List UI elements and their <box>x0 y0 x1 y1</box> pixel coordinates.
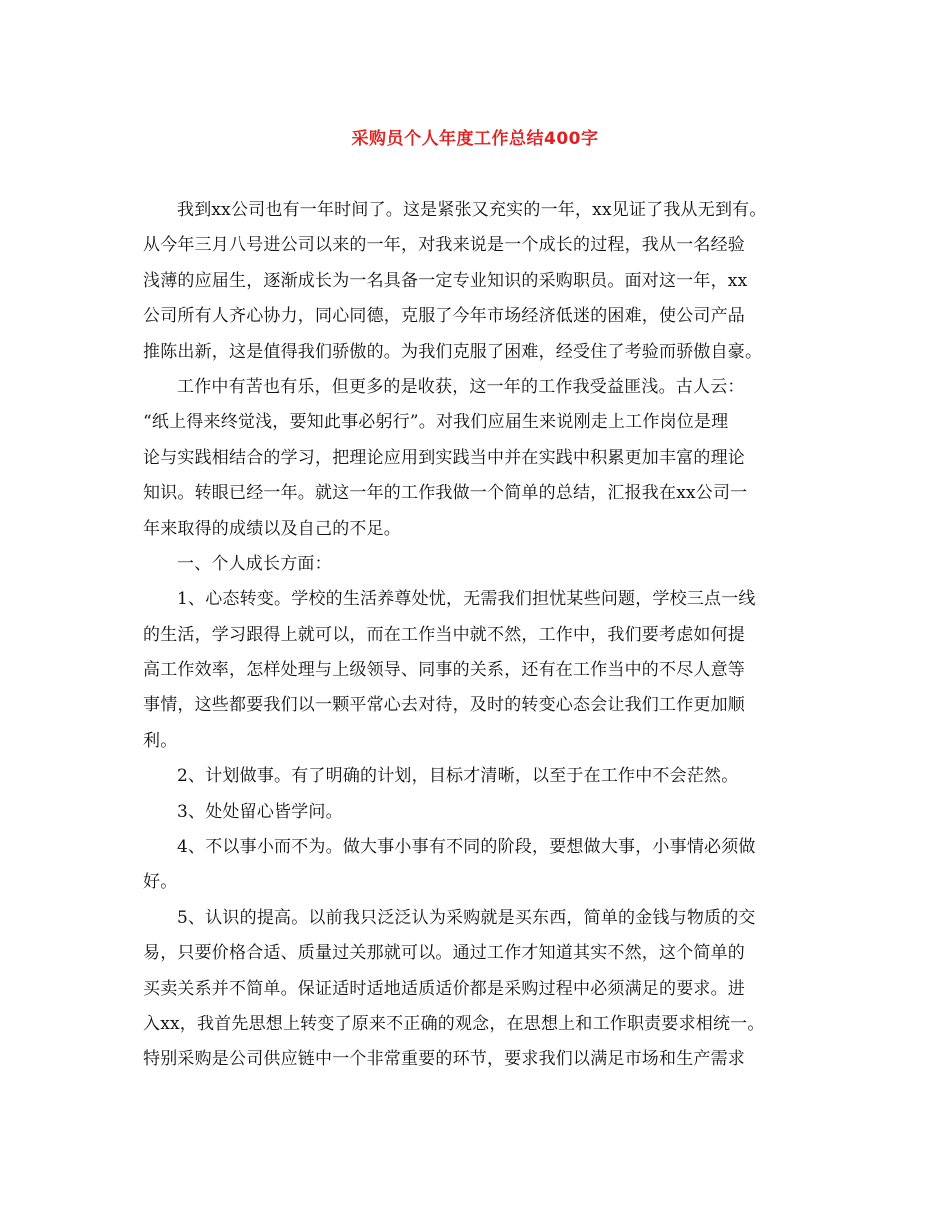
text-line: 高工作效率，怎样处理与上级领导、同事的关系，还有在工作当中的不尽人意等 <box>143 660 745 681</box>
text-line: 好。 <box>143 872 178 893</box>
text-line: “纸上得来终觉浅，要知此事必躬行”。对我们应届生来说刚走上工作岗位是理 <box>143 412 729 433</box>
text-line: 年来取得的成绩以及自己的不足。 <box>143 518 401 539</box>
text-line: 利。 <box>143 730 178 751</box>
text-line: 事情，这些都要我们以一颗平常心去对待，及时的转变心态会让我们工作更加顺 <box>143 695 745 716</box>
text-line: 的生活，学习跟得上就可以，而在工作当中就不然，工作中，我们要考虑如何提 <box>143 624 745 645</box>
text-line: 1、心态转变。学校的生活养尊处忧，无需我们担忧某些问题，学校三点一线 <box>177 589 756 610</box>
text-line: 工作中有苦也有乐，但更多的是收获，这一年的工作我受益匪浅。古人云： <box>177 376 745 397</box>
document-title: 采购员个人年度工作总结400字 <box>351 129 599 149</box>
text-line: 我到xx公司也有一年时间了。这是紧张又充实的一年，xx见证了我从无到有。 <box>177 200 767 220</box>
text-line: 5、认识的提高。以前我只泛泛认为采购就是买东西，简单的金钱与物质的交 <box>177 907 756 928</box>
text-line: 入xx，我首先思想上转变了原来不正确的观念，在思想上和工作职责要求相统一。 <box>143 1013 765 1034</box>
text-line: 公司所有人齐心协力，同心同德，克服了今年市场经济低迷的困难，使公司产品 <box>143 306 745 327</box>
text-line: 4、不以事小而不为。做大事小事有不同的阶段，要想做大事，小事情必须做 <box>177 837 756 858</box>
text-line: 推陈出新，这是值得我们骄傲的。为我们克服了困难，经受住了考验而骄傲自豪。 <box>143 341 763 362</box>
text-line: 知识。转眼已经一年。就这一年的工作我做一个简单的总结，汇报我在xx公司一 <box>143 483 748 504</box>
text-line: 2、计划做事。有了明确的计划，目标才清晰，以至于在工作中不会茫然。 <box>177 766 739 787</box>
text-line: 特别采购是公司供应链中一个非常重要的环节，要求我们以满足市场和生产需求 <box>143 1049 745 1070</box>
document-body <box>143 193 833 1078</box>
text-line: 一、个人成长方面： <box>177 553 332 574</box>
text-line: 浅薄的应届生，逐渐成长为一名具备一定专业知识的采购职员。面对这一年，xx <box>143 270 748 291</box>
text-line: 3、处处留心皆学问。 <box>177 801 343 822</box>
text-line: 论与实践相结合的学习，把理论应用到实践当中并在实践中积累更加丰富的理论 <box>143 447 745 468</box>
text-line: 从今年三月八号进公司以来的一年，对我来说是一个成长的过程，我从一名经验 <box>143 235 745 256</box>
text-line: 买卖关系并不简单。保证适时适地适质适价都是采购过程中必须满足的要求。进 <box>143 978 745 999</box>
text-line: 易，只要价格合适、质量过关那就可以。通过工作才知道其实不然，这个简单的 <box>143 943 745 964</box>
